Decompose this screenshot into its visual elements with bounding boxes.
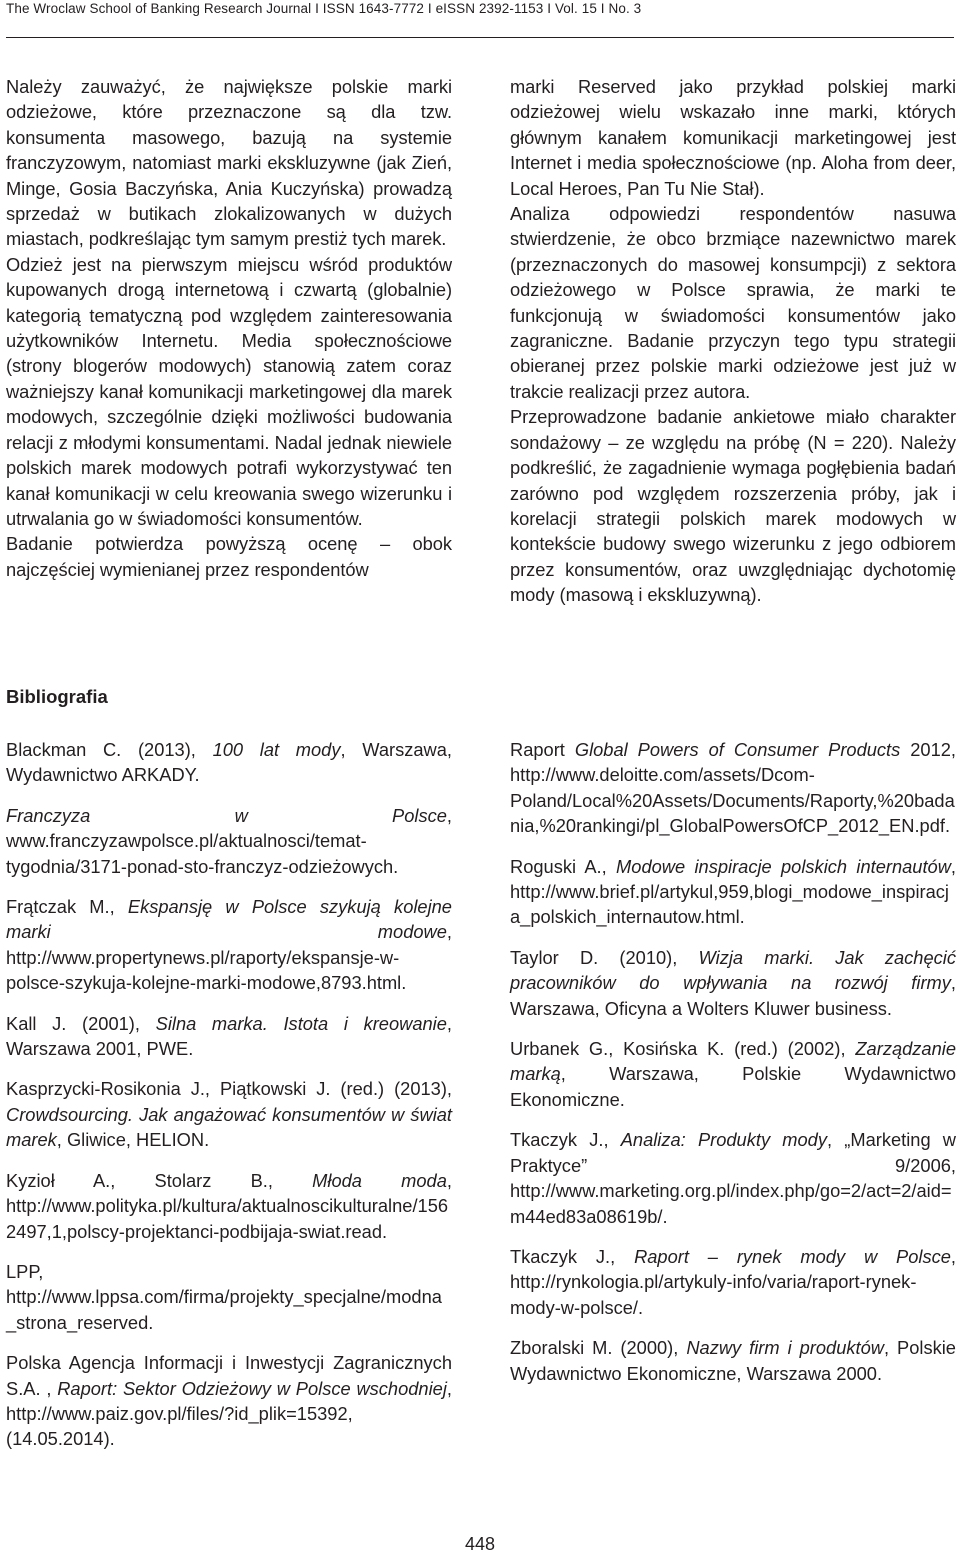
paragraph: Przeprowadzone badanie ankietowe miało charakter sondażowy – ze względu na próbę (N = 220). Należy podkreślić, że zagadnienie wymaga pogłębienia badań zarówno pod względem rozszerzenia próby, jak i korelacji strategii polskich marek modowych w kontekście budowy swego wizerunku z jego odbiorem przez konsumentów, oraz uwzględniając dychotomię mody (masową i ekskluzywną).: [510, 406, 956, 606]
header-rule: [6, 37, 954, 38]
reference-entry: LPP, http://www.lppsa.com/firma/projekty_specjalne/modna_strona_reserved.: [6, 1260, 442, 1333]
paragraph: marki Reserved jako przykład polskiej marki odzieżowej wielu wskazało inne marki, których głównym kanałem komunikacji marketingowej jest Internet i media społecznościowe (np. Aloha from deer, Local Heroes, Pan Tu Nie Stał).: [510, 76, 956, 199]
reference-entry: Zboralski M. (2000), Nazwy firm i produktów, Polskie Wydawnictwo Ekonomiczne, Warszawa 2000.: [510, 1337, 956, 1384]
reference-entry: Franczyza w Polsce, www.franczyzawpolsce.pl/aktualnosci/temat-tygodnia/3171-ponad-sto-franczyz-odzieżowych.: [6, 804, 452, 877]
body-column-left: [6, 74, 452, 582]
reference-entry: Taylor D. (2010), Wizja marki. Jak zachęcić pracowników do wpływania na rozwój firmy, Warszawa, Oficyna a Wolters Kluwer business.: [510, 946, 956, 1019]
reference-entry: Frątczak M., Ekspansję w Polsce szykują kolejne marki modowe, http://www.propertynews.pl/raporty/ekspansje-w-polsce-szykuja-kolejne-marki-modowe,8793.html.: [6, 896, 452, 994]
page-number: 448: [464, 1534, 496, 1554]
bibliography-heading: Bibliografia: [6, 686, 108, 707]
paragraph: Badanie potwierdza powyższą ocenę – obok najczęściej wymienianej przez respondentów: [6, 533, 452, 580]
body-column-right: [510, 74, 956, 608]
reference-entry: Urbanek G., Kosińska K. (red.) (2002), Zarządzanie marką, Warszawa, Polskie Wydawnictwo Ekonomiczne.: [510, 1038, 956, 1110]
reference-entry: Roguski A., Modowe inspiracje polskich internautów, http://www.brief.pl/artykul,959,blogi_modowe_inspiracja_polskich_internautow.html.: [510, 855, 956, 928]
paragraph: Należy zauważyć, że największe polskie marki odzieżowe, które przeznaczone są dla tzw. konsumenta masowego, bazują na systemie franczyzowym, natomiast marki ekskluzywne (jak Zień, Minge, Gosia Baczyńska, Ania Kuczyńska) prowadzą sprzedaż w butikach zlokalizowanych w dużych miastach, podkreślając tym samym prestiż tych marek.: [6, 76, 452, 250]
running-head: The Wroclaw School of Banking Research Journal I ISSN 1643-7772 I eISSN 2392-1153 I Vol. 15 I No. 3: [6, 1, 642, 16]
reference-entry: Raport Global Powers of Consumer Products 2012, http://www.deloitte.com/assets/Dcom-Poland/Local%20Assets/Documents/Raporty,%20badania,%20rankingi/pl_GlobalPowersOfCP_2012_EN.pdf.: [510, 739, 957, 837]
reference-entry: Blackman C. (2013), 100 lat mody, Warszawa, Wydawnictwo ARKADY.: [6, 739, 453, 786]
references-left: [6, 737, 452, 1467]
reference-entry: Kall J. (2001), Silna marka. Istota i kreowanie, Warszawa 2001, PWE.: [6, 1012, 452, 1060]
reference-entry: Tkaczyk J., Raport – rynek mody w Polsce, http://rynkologia.pl/artykuly-info/varia/raport-rynek-mody-w-polsce/.: [510, 1245, 956, 1318]
reference-entry: Kasprzycki-Rosikonia J., Piątkowski J. (red.) (2013), Crowdsourcing. Jak angażować konsumentów w świat marek, Gliwice, HELION.: [6, 1078, 452, 1151]
paragraph: Odzież jest na pierwszym miejscu wśród produktów kupowanych drogą internetową i czwartą (globalnie) kategorią tematyczną pod względem zainteresowania użytkowników Internetu. Media społecznościowe (strony blogerów modowych) stanowią zatem coraz ważniejszy kanał komunikacji marketingowej dla marek modowych, szczególnie dzięki możliwości budowania relacji z młodymi konsumentami. Nadal jednak niewiele polskich marek modowych potrafi wykorzystywać ten kanał komunikacji w celu kreowania swego wizerunku i utrwalania go w świadomości konsumentów.: [6, 253, 452, 529]
reference-entry: Kyzioł A., Stolarz B., Młoda moda, http://www.polityka.pl/kultura/aktualnoscikulturalne/1562497,1,polscy-projektanci-podbijaja-swiat.read.: [6, 1169, 452, 1242]
paragraph: Analiza odpowiedzi respondentów nasuwa stwierdzenie, że obco brzmiące nazewnictwo marek (przeznaczonych do masowej konsumpcji) z sektora odzieżowego w Polsce sprawia, że marki te funkcjonują w świadomości konsumentów jako zagraniczne. Badanie przyczyn tego typu strategii obieranej przez polskie marki odzieżowe jest już w trakcie realizacji przez autora.: [510, 203, 956, 402]
references-right: [510, 737, 956, 1401]
reference-entry: Tkaczyk J., Analiza: Produkty mody, „Marketing w Praktyce” 9/2006, http://www.marketing.org.pl/index.php/go=2/act=2/aid=m44ed83a08619b/.: [510, 1129, 956, 1227]
reference-entry: Polska Agencja Informacji i Inwestycji Zagranicznych S.A. , Raport: Sektor Odzieżowy w Polsce wschodniej, http://www.paiz.gov.pl/files/?id_plik=15392, (14.05.2014).: [6, 1352, 452, 1450]
